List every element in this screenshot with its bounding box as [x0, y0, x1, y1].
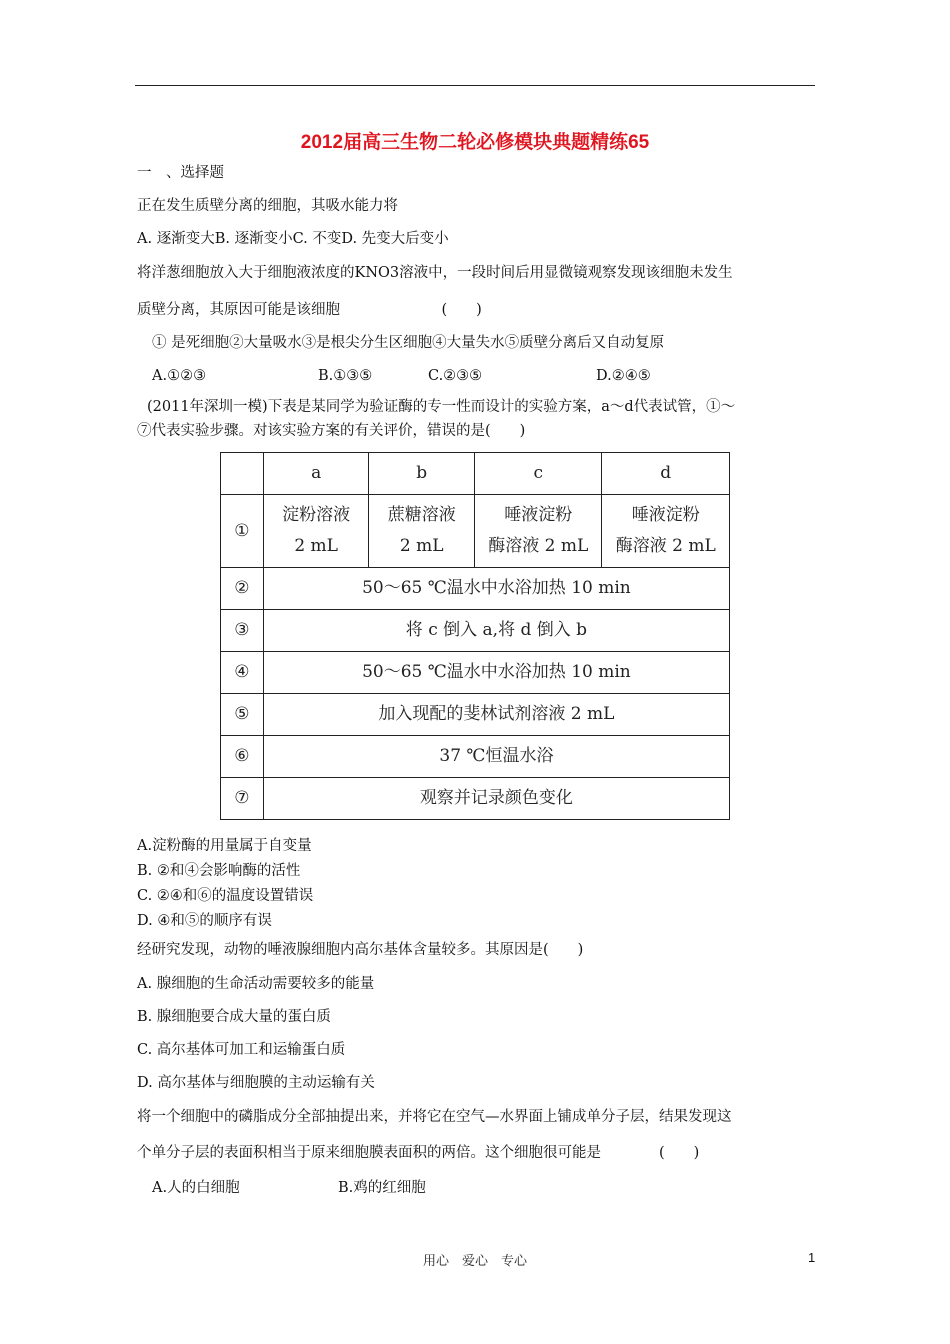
- q2-statements: ① 是死细胞②大量吸水③是根尖分生区细胞④大量失水⑤质壁分离后又自动复原: [152, 335, 665, 351]
- step-number: ①: [221, 495, 264, 568]
- table-corner-cell: [221, 453, 264, 495]
- q3-stem-line1: (2011年深圳一模)下表是某同学为验证酶的专一性而设计的实验方案，a～d代表试管，①～: [147, 399, 736, 415]
- page-number: 1: [808, 1250, 816, 1265]
- q2-stem-line1: 将洋葱细胞放入大于细胞液浓度的KNO3溶液中，一段时间后用显微镜观察发现该细胞未发生: [137, 265, 733, 281]
- q3-option-a: A.淀粉酶的用量属于自变量: [137, 838, 312, 854]
- step-number: ⑤: [221, 694, 264, 736]
- step-number: ②: [221, 568, 264, 610]
- cell-line: 2 mL: [399, 536, 444, 556]
- q2-option-c: C.②③⑤: [428, 368, 483, 384]
- table-header-c: c: [475, 453, 602, 495]
- step-number: ⑦: [221, 778, 264, 820]
- q3-option-b: B. ②和④会影响酶的活性: [137, 863, 301, 879]
- step-text: 50～65 ℃温水中水浴加热 10 min: [263, 652, 729, 694]
- section-heading: 一 、选择题: [137, 165, 224, 181]
- step-text: 将 c 倒入 a,将 d 倒入 b: [263, 610, 729, 652]
- q3-option-c: C. ②④和⑥的温度设置错误: [137, 888, 314, 904]
- table-row: [221, 736, 730, 778]
- cell-line: 唾液淀粉: [504, 505, 573, 525]
- table-row: [221, 568, 730, 610]
- cell-line: 唾液淀粉: [631, 505, 700, 525]
- table-row: [221, 652, 730, 694]
- step-text: 50～65 ℃温水中水浴加热 10 min: [263, 568, 729, 610]
- q4-option-b: B. 腺细胞要合成大量的蛋白质: [137, 1009, 331, 1025]
- experiment-table: [220, 452, 730, 820]
- q2-option-a: A.①②③: [152, 368, 207, 384]
- q4-stem: 经研究发现，动物的唾液腺细胞内高尔基体含量较多。其原因是( ): [137, 942, 584, 958]
- step-number: ⑥: [221, 736, 264, 778]
- table-row: [221, 694, 730, 736]
- table-row: [221, 778, 730, 820]
- table-row: [221, 610, 730, 652]
- step-number: ④: [221, 652, 264, 694]
- cell-line: 蔗糖溶液: [387, 505, 456, 525]
- q4-option-a: A. 腺细胞的生命活动需要较多的能量: [137, 976, 375, 992]
- cell-line: 淀粉溶液: [282, 505, 351, 525]
- table-header-d: d: [602, 453, 730, 495]
- table-cell-d: [602, 495, 730, 568]
- q5-stem-line2: 个单分子层的表面积相当于原来细胞膜表面积的两倍。这个细胞很可能是 ( ): [137, 1145, 700, 1161]
- cell-line: 酶溶液 2 mL: [615, 536, 716, 556]
- page-footer: 用心 爱心 专心: [422, 1254, 527, 1269]
- cell-line: 酶溶液 2 mL: [488, 536, 589, 556]
- step-number: ③: [221, 610, 264, 652]
- table-header-b: b: [369, 453, 475, 495]
- q2-option-b: B.①③⑤: [318, 368, 373, 384]
- table-cell-c: [475, 495, 602, 568]
- table-header-row: [221, 453, 730, 495]
- q1-stem: 正在发生质壁分离的细胞，其吸水能力将: [137, 198, 398, 214]
- q2-option-d: D.②④⑤: [596, 368, 651, 384]
- table-cell-a: [263, 495, 369, 568]
- q5-option-a: A.人的白细胞: [152, 1180, 240, 1196]
- q3-option-d: D. ④和⑤的顺序有误: [137, 913, 272, 929]
- cell-line: 2 mL: [294, 536, 338, 556]
- step-text: 观察并记录颜色变化: [263, 778, 729, 820]
- q2-stem-line2: 质壁分离，其原因可能是该细胞 ( ): [137, 302, 482, 318]
- step-text: 加入现配的斐林试剂溶液 2 mL: [263, 694, 729, 736]
- q5-option-b: B.鸡的红细胞: [338, 1180, 426, 1196]
- q4-option-c: C. 高尔基体可加工和运输蛋白质: [137, 1042, 346, 1058]
- q1-options: A. 逐渐变大B. 逐渐变小C. 不变D. 先变大后变小: [137, 231, 449, 247]
- q4-option-d: D. 高尔基体与细胞膜的主动运输有关: [137, 1075, 375, 1091]
- q5-stem-line1: 将一个细胞中的磷脂成分全部抽提出来，并将它在空气—水界面上铺成单分子层，结果发现这: [137, 1109, 732, 1125]
- table-cell-b: [369, 495, 475, 568]
- page-title: 2012届高三生物二轮必修模块典题精练65: [300, 132, 650, 153]
- q3-stem-line2: ⑦代表实验步骤。对该实验方案的有关评价，错误的是( ): [137, 423, 526, 439]
- header-rule: [135, 85, 815, 86]
- step-text: 37 ℃恒温水浴: [263, 736, 729, 778]
- table-header-a: a: [263, 453, 369, 495]
- table-row: [221, 495, 730, 568]
